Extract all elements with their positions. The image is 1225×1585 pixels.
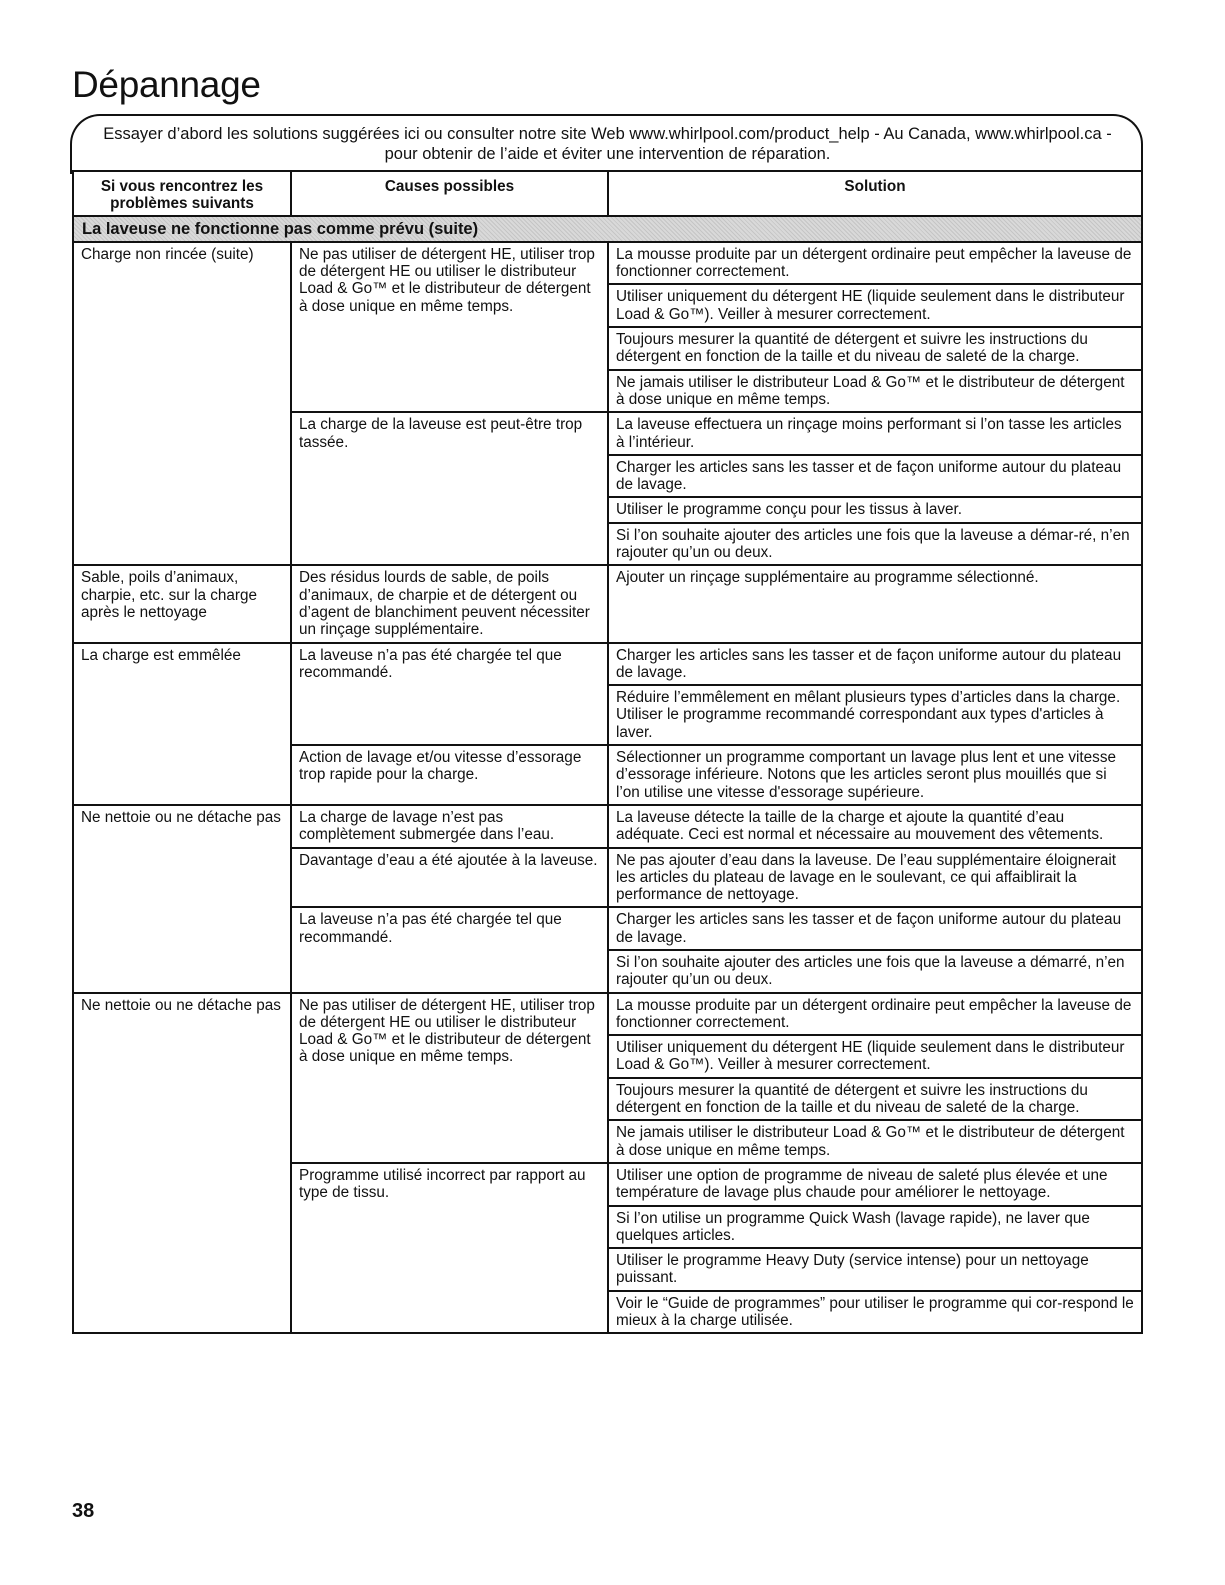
table-row [73,805,1142,848]
solution-cell: Ne pas ajouter d’eau dans la laveuse. De l’eau supplémentaire éloignerait les articles du plateau de lavage en le soulevant, ce qui affaiblirait la performance de nettoyage. [608,848,1142,908]
header-causes: Causes possibles [291,171,608,216]
solution-cell: Charger les articles sans les tasser et de façon uniforme autour du plateau de lavage. [608,455,1142,498]
solution-cell: Si l’on souhaite ajouter des articles une fois que la laveuse a démar-ré, n’en rajouter qu’un ou deux. [608,523,1142,566]
problem-cell: Charge non rincée (suite) [73,242,291,565]
solution-cell: Toujours mesurer la quantité de détergent et suivre les instructions du détergent en fonction de la taille et du niveau de saleté de la charge. [608,1078,1142,1121]
header-solution: Solution [608,171,1142,216]
cause-cell: Ne pas utiliser de détergent HE, utiliser trop de détergent HE ou utiliser le distributeur Load & Go™ et le distributeur de détergent à dose unique en même temps. [291,993,608,1163]
solution-cell: Réduire l’emmêlement en mêlant plusieurs types d’articles dans la charge. Utiliser le programme recommandé correspondant aux types d'articles à laver. [608,685,1142,745]
solution-cell: Utiliser le programme Heavy Duty (service intense) pour un nettoyage puissant. [608,1248,1142,1291]
cause-cell: Ne pas utiliser de détergent HE, utiliser trop de détergent HE ou utiliser le distributeur Load & Go™ et le distributeur de détergent à dose unique en même temps. [291,242,608,412]
solution-cell: Toujours mesurer la quantité de détergent et suivre les instructions du détergent en fonction de la taille et du niveau de saleté de la charge. [608,327,1142,370]
header-problem: Si vous rencontrez les problèmes suivants [73,171,291,216]
solution-cell: Ne jamais utiliser le distributeur Load & Go™ et le distributeur de détergent à dose unique en même temps. [608,1120,1142,1163]
solution-cell: Charger les articles sans les tasser et de façon uniforme autour du plateau de lavage. [608,907,1142,950]
cause-cell: Davantage d’eau a été ajoutée à la laveuse. [291,848,608,908]
solution-cell: Utiliser uniquement du détergent HE (liquide seulement dans le distributeur Load & Go™). Veiller à mesurer correctement. [608,1035,1142,1078]
problem-cell: Ne nettoie ou ne détache pas [73,993,291,1334]
table-row [73,993,1142,1036]
solution-cell: Utiliser uniquement du détergent HE (liquide seulement dans le distributeur Load & Go™). Veiller à mesurer correctement. [608,284,1142,327]
solution-cell: Si l’on utilise un programme Quick Wash (lavage rapide), ne laver que quelques articles. [608,1206,1142,1249]
solution-cell: Ajouter un rinçage supplémentaire au programme sélectionné. [608,565,1142,642]
section-title: La laveuse ne fonctionne pas comme prévu (suite) [73,216,1142,242]
solution-cell: Utiliser le programme conçu pour les tissus à laver. [608,497,1142,522]
problem-cell: Ne nettoie ou ne détache pas [73,805,291,993]
solution-cell: La mousse produite par un détergent ordinaire peut empêcher la laveuse de fonctionner correctement. [608,993,1142,1036]
cause-cell: Des résidus lourds de sable, de poils d’animaux, de charpie et de détergent ou d’agent de blanchiment peuvent nécessiter un rinçage supplémentaire. [291,565,608,642]
solution-cell: Voir le “Guide de programmes” pour utiliser le programme qui cor-respond le mieux à la charge utilisée. [608,1291,1142,1334]
solution-cell: Ne jamais utiliser le distributeur Load & Go™ et le distributeur de détergent à dose unique en même temps. [608,370,1142,413]
problem-cell: La charge est emmêlée [73,643,291,805]
table-row [73,565,1142,642]
solution-cell: Si l’on souhaite ajouter des articles une fois que la laveuse a démarré, n’en rajouter qu’un ou deux. [608,950,1142,993]
cause-cell: La laveuse n’a pas été chargée tel que recommandé. [291,643,608,745]
cause-cell: La charge de la laveuse est peut-être trop tassée. [291,412,608,565]
intro-text: Essayer d’abord les solutions suggérées ici ou consulter notre site Web www.whirlpool.com/product_help - Au Canada, www.whirlpool.ca - pour obtenir de l’aide et éviter une intervention de réparation. [103,125,1112,163]
solution-cell: La mousse produite par un détergent ordinaire peut empêcher la laveuse de fonctionner correctement. [608,242,1142,285]
table-row [73,643,1142,686]
table-header-row [73,171,1142,216]
cause-cell: Programme utilisé incorrect par rapport au type de tissu. [291,1163,608,1333]
solution-cell: La laveuse effectuera un rinçage moins performant si l’on tasse les articles à l’intérieur. [608,412,1142,455]
solution-cell: La laveuse détecte la taille de la charge et ajoute la quantité d’eau adéquate. Ceci est normal et nécessaire au mouvement des vêtements. [608,805,1142,848]
solution-cell: Charger les articles sans les tasser et de façon uniforme autour du plateau de lavage. [608,643,1142,686]
solution-cell: Utiliser une option de programme de niveau de saleté plus élevée et une température de lavage plus chaude pour améliorer le nettoyage. [608,1163,1142,1206]
solution-cell: Sélectionner un programme comportant un lavage plus lent et une vitesse d’essorage inférieure. Notons que les articles seront plus mouillés que si l’on utilise une vitesse d'essorage supérieure. [608,745,1142,805]
cause-cell: La charge de lavage n’est pas complètement submergée dans l’eau. [291,805,608,848]
page-number: 38 [72,1500,95,1522]
troubleshooting-table [72,170,1143,1334]
problem-cell: Sable, poils d’animaux, charpie, etc. sur la charge après le nettoyage [73,565,291,642]
cause-cell: La laveuse n’a pas été chargée tel que recommandé. [291,907,608,992]
table-body [73,216,1142,1334]
page-title: Dépannage [72,64,261,105]
table-row [73,242,1142,285]
cause-cell: Action de lavage et/ou vitesse d’essorage trop rapide pour la charge. [291,745,608,805]
section-row [73,216,1142,242]
